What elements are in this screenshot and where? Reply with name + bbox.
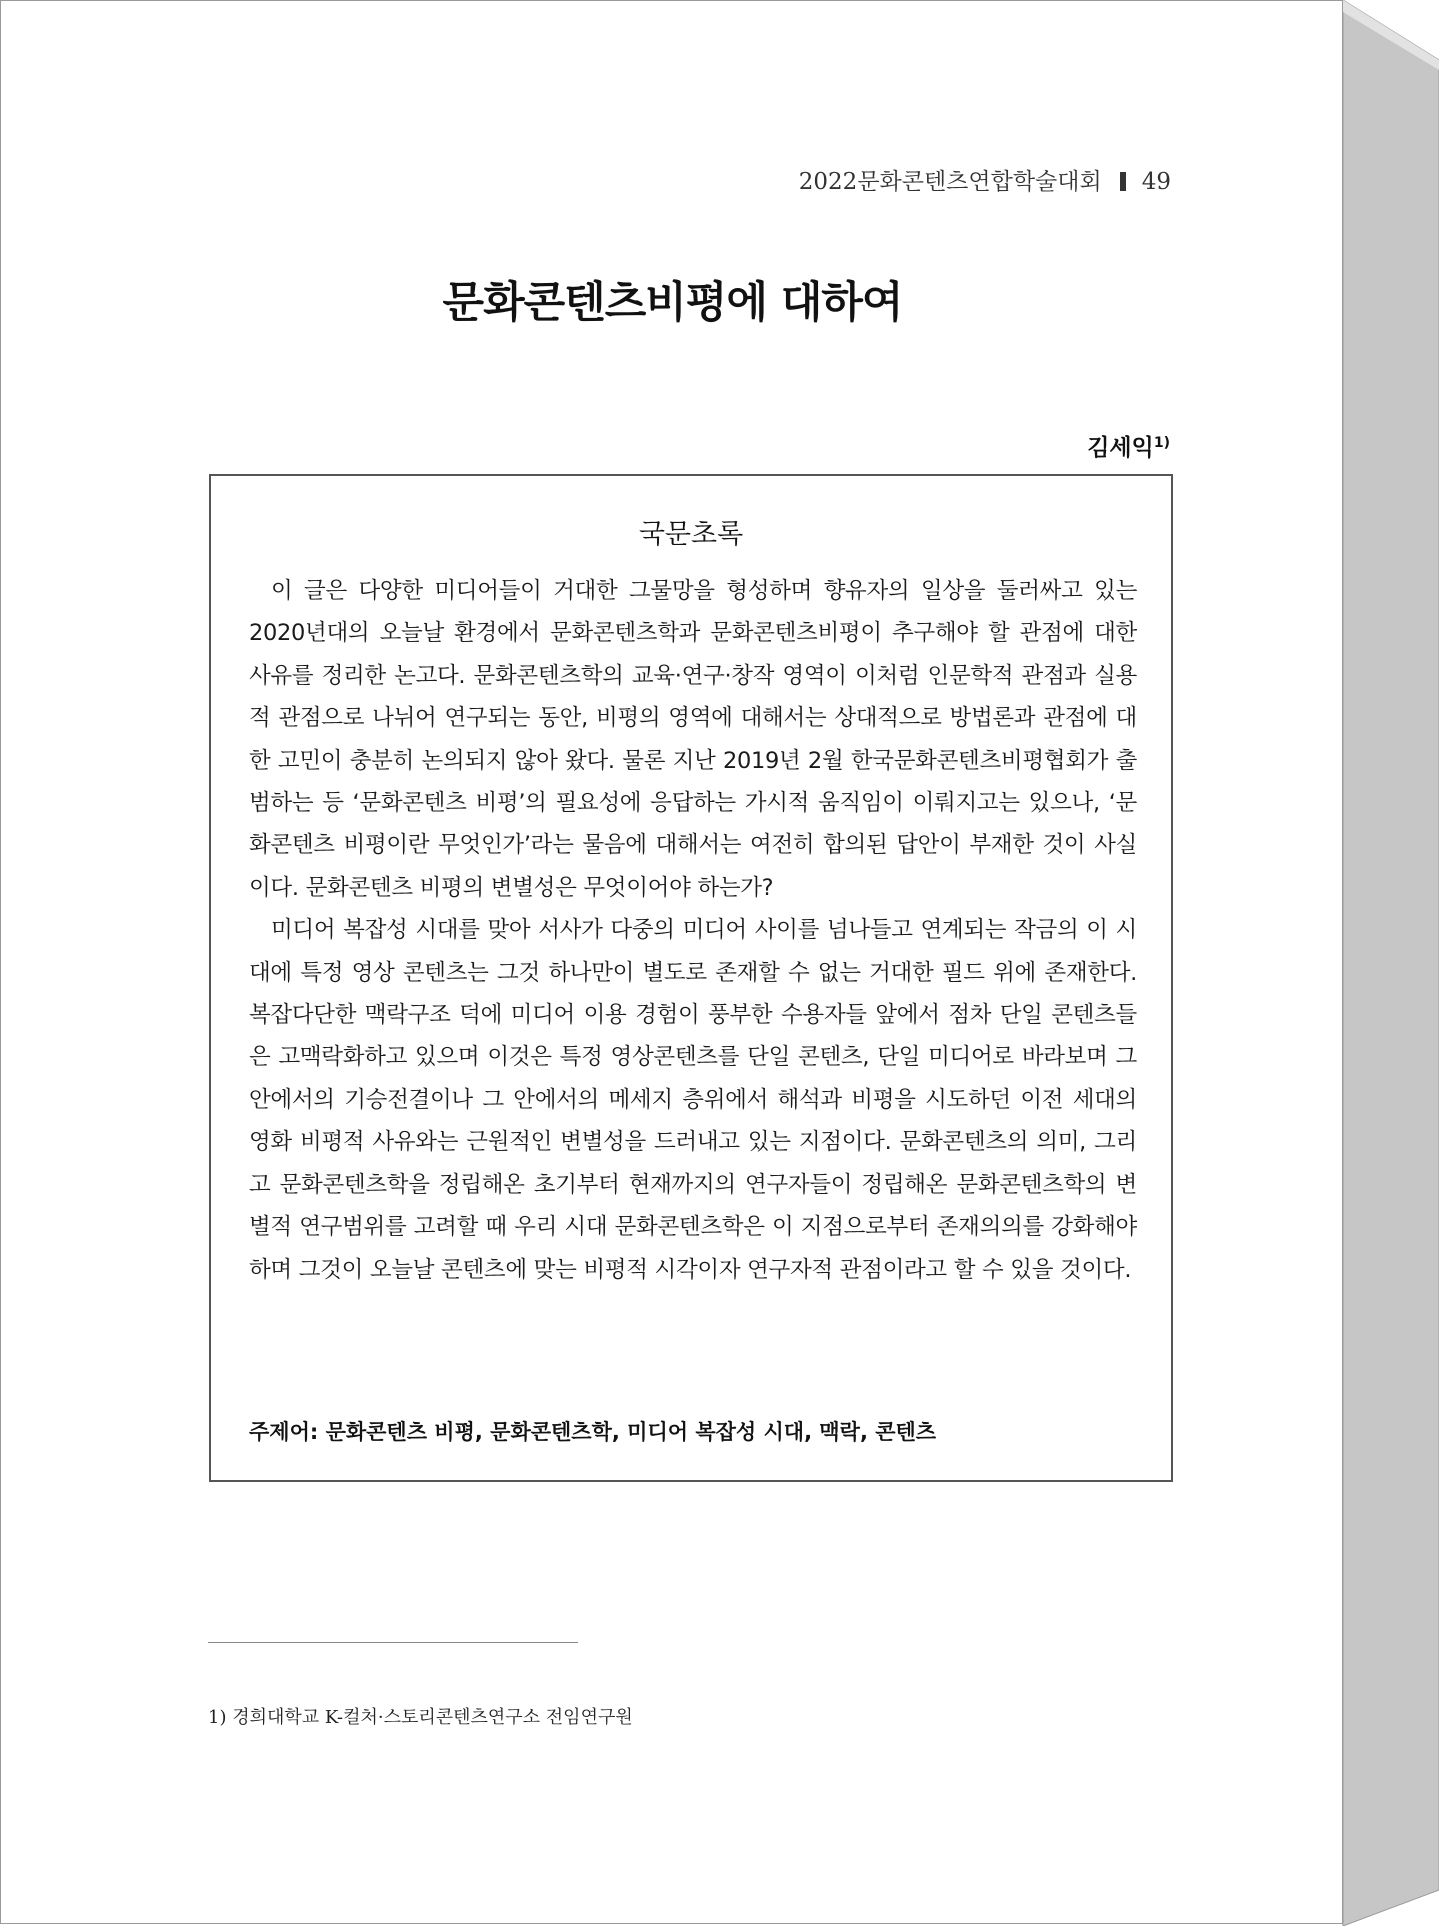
abstract-paragraph: 이 글은 다양한 미디어들이 거대한 그물망을 형성하며 향유자의 일상을 둘러싸고 있는 2020년대의 오늘날 환경에서 문화콘텐츠학과 문화콘텐츠비평이 추구해야 할 관점에 대한 사유를 정리한 논고다. 문화콘텐츠학의 교육·연구·창작 영역이 이처럼 인문학적 관점과 실용적 관점으로 나뉘어 연구되는 동안, 비평의 영역에 대해서는 상대적으로 방법론과 관점에 대한 고민이 충분히 논의되지 않아 왔다. 물론 지난 2019년 2월 한국문화콘텐츠비평협회가 출범하는 등 ‘문화콘텐츠 비평’의 필요성에 응답하는 가시적 움직임이 이뤄지고는 있으나, ‘문화콘텐츠 비평이란 무엇인가’라는 물음에 대해서는 여전히 합의된 답안이 부재한 것이 사실이다. 문화콘텐츠 비평의 변별성은 무엇이어야 하는가? xyxy=(249,578,1137,901)
abstract-box xyxy=(209,474,1173,1482)
abstract-heading: 국문초록 xyxy=(638,519,744,550)
abstract-body xyxy=(249,570,1137,1291)
running-head-separator xyxy=(1120,172,1126,191)
author-footnote-mark: 1) xyxy=(1153,435,1170,451)
abstract-paragraph: 미디어 복잡성 시대를 맞아 서사가 다중의 미디어 사이를 넘나들고 연계되는 작금의 이 시대에 특정 영상 콘텐츠는 그것 하나만이 별도로 존재할 수 없는 거대한 필드 위에 존재한다. 복잡다단한 맥락구조 덕에 미디어 이용 경험이 풍부한 수용자들 앞에서 점차 단일 콘텐츠들은 고맥락화하고 있으며 이것은 특정 영상콘텐츠를 단일 콘텐츠, 단일 미디어로 바라보며 그 안에서의 기승전결이나 그 안에서의 메세지 층위에서 해석과 비평을 시도하던 이전 세대의 영화 비평적 사유와는 근원적인 변별성을 드러내고 있는 지점이다. 문화콘텐츠의 의미, 그리고 문화콘텐츠학을 정립해온 초기부터 현재까지의 연구자들이 정립해온 문화콘텐츠학의 변별적 연구범위를 고려할 때 우리 시대 문화콘텐츠학은 이 지점으로부터 존재의의를 강화해야 하며 그것이 오늘날 콘텐츠에 맞는 비평적 시각이자 연구자적 관점이라고 할 수 있을 것이다. xyxy=(249,917,1137,1283)
footnote: 1) 경희대학교 K-컬처·스토리콘텐츠연구소 전임연구원 xyxy=(208,1707,633,1728)
keywords: 주제어: 문화콘텐츠 비평, 문화콘텐츠학, 미디어 복잡성 시대, 맥락, 콘텐츠 xyxy=(249,1420,937,1444)
page-number: 49 xyxy=(1141,169,1171,195)
author-name: 김세익 xyxy=(1087,435,1154,461)
running-head xyxy=(701,163,1171,196)
author xyxy=(1087,429,1170,462)
paper-title: 문화콘텐츠비평에 대하여 xyxy=(442,278,903,328)
running-head-title: 2022문화콘텐츠연합학술대회 xyxy=(798,169,1102,195)
footnote-divider xyxy=(208,1642,578,1643)
